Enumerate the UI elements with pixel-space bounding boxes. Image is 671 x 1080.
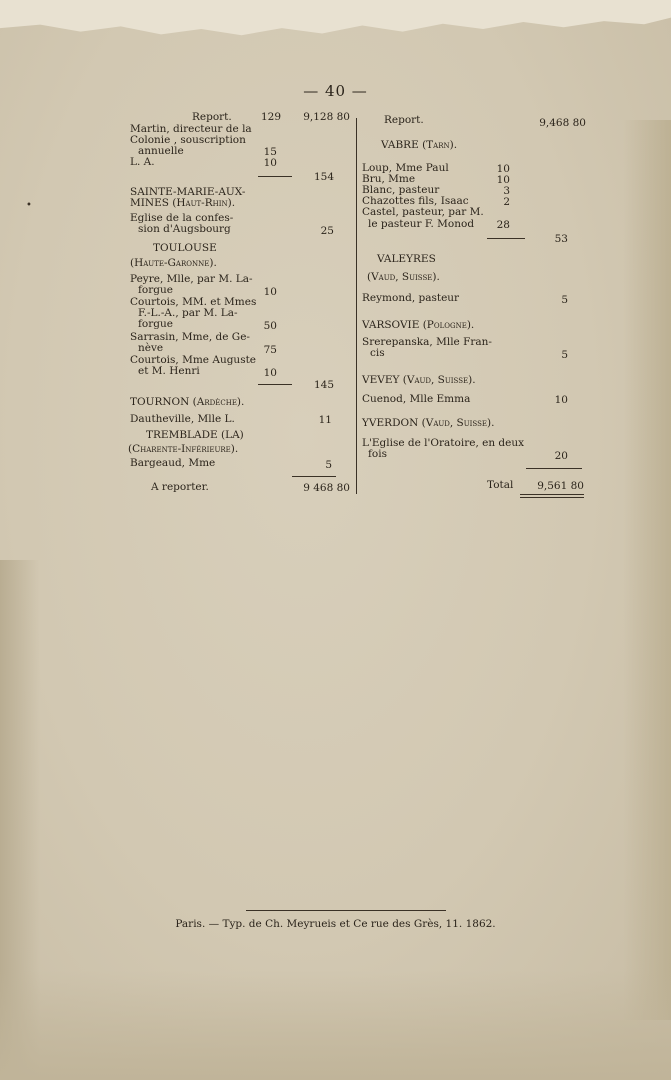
imprint-rule: [246, 910, 446, 911]
castel-line1: Castel, pasteur, par M.: [362, 206, 484, 218]
sarrasin-line2: nève: [138, 342, 164, 354]
chazottes-amount: 2: [503, 196, 510, 208]
total-rule: [526, 468, 582, 469]
courtois-mm-line1: Courtois, MM. et Mmes: [130, 296, 257, 308]
martin-line3: annuelle: [138, 145, 184, 157]
sarrasin-amount: 75: [263, 344, 277, 356]
eglise-augsbourg-line1: Eglise de la confes-: [130, 212, 234, 224]
a-reporter-label: A reporter.: [151, 481, 209, 493]
loup-label: Loup, Mme Paul: [362, 162, 449, 174]
valeyres-region: (Vaud, Suisse).: [367, 271, 440, 283]
castel-line2: le pasteur F. Monod: [368, 218, 475, 230]
bargeaud-amount: 5: [325, 459, 332, 471]
castel-amount: 28: [496, 219, 510, 231]
srerepanska-line2: cis: [370, 347, 385, 359]
sainte-marie-line1: SAINTE-MARIE-AUX-: [130, 186, 246, 198]
martin-amount: 15: [263, 146, 277, 158]
peyre-amount: 10: [263, 286, 277, 298]
paper-stain-bottom: [0, 970, 671, 1080]
subtotal-rule-1: [258, 176, 292, 177]
page-number: — 40 —: [303, 82, 368, 100]
tremblade-heading: TREMBLADE (LA): [146, 429, 244, 441]
vevey-heading: VEVEY (Vaud, Suisse).: [362, 374, 476, 386]
total-double-rule-bottom: [520, 497, 584, 498]
martin-line2: Colonie , souscription: [130, 134, 246, 146]
eglise-augsbourg-line2: sion d'Augsbourg: [138, 223, 231, 235]
blanc-label: Blanc, pasteur: [362, 184, 440, 196]
eglise-augsbourg-amount: 25: [320, 225, 334, 237]
right-report-label: Report.: [384, 114, 424, 126]
la-amount: 10: [263, 157, 277, 169]
left-report-label: Report.: [192, 111, 232, 123]
dautheville-amount: 11: [318, 414, 332, 426]
courtois-mme-amount: 10: [263, 367, 277, 379]
total-amount: 9,561 80: [537, 480, 584, 492]
a-reporter-amount: 9 468 80: [303, 482, 350, 494]
imprint: Paris. — Typ. de Ch. Meyrueis et Ce rue des Grès, 11. 1862.: [175, 918, 496, 930]
courtois-mm-amount: 50: [263, 320, 277, 332]
subtotal-rule-2: [258, 384, 292, 385]
reymond-amount: 5: [561, 294, 568, 306]
total-double-rule-top: [520, 494, 584, 495]
right-report-amount: 9,468 80: [539, 117, 586, 129]
peyre-line2: forgue: [138, 284, 173, 296]
sainte-marie-line2: MINES (Haut-Rhin).: [130, 197, 236, 209]
srerepanska-amount: 5: [561, 349, 568, 361]
tremblade-region: (Charente-Inférieure).: [128, 443, 239, 455]
toulouse-heading: TOULOUSE: [153, 242, 217, 254]
oratoire-amount: 20: [554, 450, 568, 462]
courtois-mme-line1: Courtois, Mme Auguste: [130, 354, 257, 366]
valeyres-heading: VALEYRES: [377, 253, 436, 265]
courtois-mme-line2: et M. Henri: [138, 365, 200, 377]
sarrasin-line1: Sarrasin, Mme, de Ge-: [130, 331, 250, 343]
vabre-subtotal: 53: [554, 233, 568, 245]
yverdon-heading: YVERDON (Vaud, Suisse).: [362, 417, 495, 429]
left-subtotal-2: 145: [313, 379, 334, 391]
courtois-mm-line3: forgue: [138, 318, 173, 330]
bru-amount: 10: [496, 174, 510, 186]
left-report-amount: 9,128 80: [303, 111, 350, 123]
cuenod-label: Cuenod, Mlle Emma: [362, 393, 471, 405]
column-divider: [356, 118, 357, 494]
reymond-label: Reymond, pasteur: [362, 292, 460, 304]
oratoire-line2: fois: [368, 448, 387, 460]
vabre-heading: VABRE (Tarn).: [381, 139, 458, 151]
chazottes-label: Chazottes fils, Isaac: [362, 195, 469, 207]
varsovie-heading: VARSOVIE (Pologne).: [362, 319, 475, 331]
dautheville-label: Dautheville, Mlle L.: [130, 413, 235, 425]
reporter-rule: [292, 476, 336, 477]
cuenod-amount: 10: [554, 394, 568, 406]
oratoire-line1: L'Eglise de l'Oratoire, en deux: [362, 437, 525, 449]
tournon-heading: TOURNON (Ardèche).: [130, 396, 245, 408]
total-label: Total: [487, 479, 514, 491]
print-mark: •: [26, 200, 32, 211]
loup-amount: 10: [496, 163, 510, 175]
left-report-count: 129: [260, 111, 281, 123]
srerepanska-line1: Srerepanska, Mlle Fran-: [362, 336, 492, 348]
toulouse-region: (Haute-Garonne).: [130, 257, 217, 269]
la-label: L. A.: [130, 156, 155, 168]
bargeaud-label: Bargeaud, Mme: [130, 457, 216, 469]
courtois-mm-line2: F.-L.-A., par M. La-: [138, 307, 238, 319]
martin-line1: Martin, directeur de la: [130, 123, 252, 135]
vabre-subtotal-rule: [487, 238, 525, 239]
bru-label: Bru, Mme: [362, 173, 416, 185]
left-subtotal-1: 154: [313, 171, 334, 183]
torn-top-edge: [0, 0, 671, 44]
paper-stain-right: [623, 120, 671, 1020]
blanc-amount: 3: [503, 185, 510, 197]
peyre-line1: Peyre, Mlle, par M. La-: [130, 273, 253, 285]
